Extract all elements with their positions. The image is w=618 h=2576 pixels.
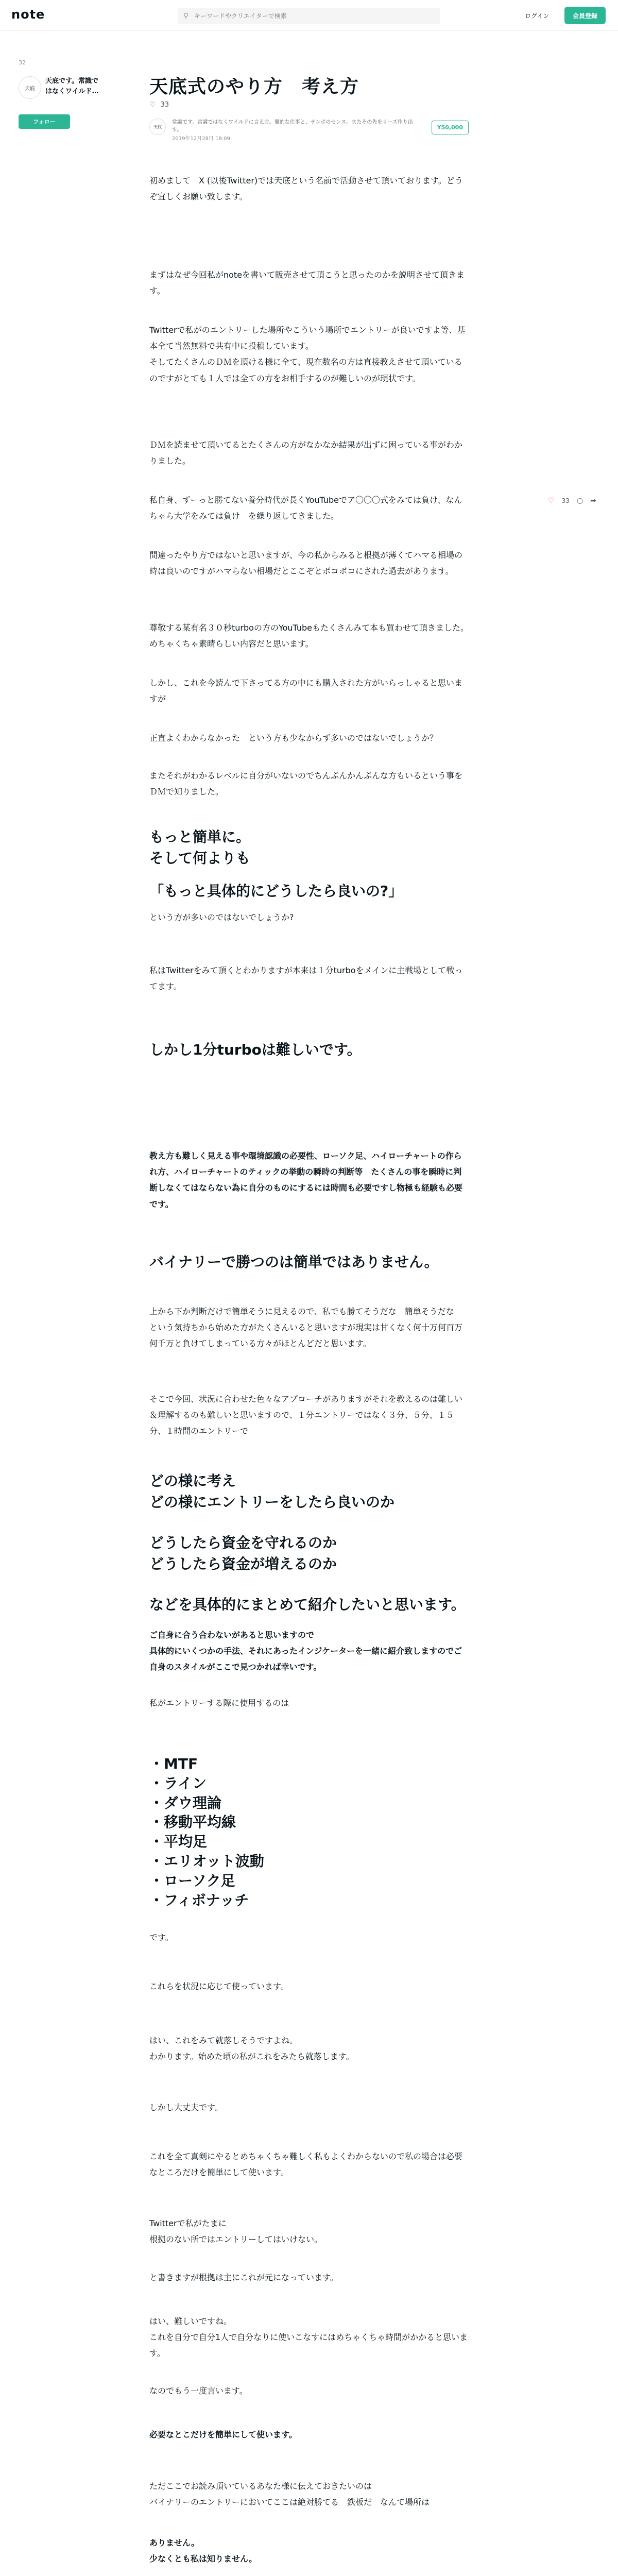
heading-turbo: しかし1分turboは難しいです。: [149, 1041, 362, 1058]
paragraph-1: 初めまして X (以後Twitter)では天底という名前で活動させて頂いております。どうぞ宜しくお願い致します。: [149, 176, 463, 202]
follow-label: フォロー: [33, 118, 56, 125]
paragraph-25: はい、難しいですね。 これを自分で自分1人で自分なりに使いこなすにはめちゃくちゃ時間がかかると思います。: [149, 2316, 468, 2359]
heart-icon[interactable]: ♡: [149, 101, 156, 109]
paragraph-28: ただここでお読み頂いているあなた様に伝えておきたいのは バイナリーのエントリーにおいてここは絶対勝てる 鉄板だ なんて場所は: [149, 2481, 430, 2507]
heading-funds: どうしたら資金を守れるのか どうしたら資金が増えるのか: [149, 1534, 337, 1572]
top-header: [0, 0, 618, 31]
search-icon: ⚲: [183, 12, 189, 20]
paragraph-23: Twitterで私がたまに 根拠のない所ではエントリーしてはいけない。: [149, 2218, 323, 2245]
publish-date: 2019年12月28日 18:09: [172, 136, 230, 142]
like-count: 33: [160, 101, 169, 109]
paragraph-22: これを全て真剣にやるとめちゃくちゃ難しく私もよくわからないので私の場合は必要なところだけを簡単にして使います。: [149, 2151, 463, 2178]
paragraph-15: そこで今回、状況に合わせた色々なアプローチがありますがそれを教えるのは難しい＆理解するのも難しいと思いますので、１分エントリーではなく３分、５分、１５分、１時間のエントリーで: [149, 1394, 463, 1436]
paragraph-18: です。: [149, 1933, 174, 1942]
likes-row: [149, 101, 169, 109]
heading-introduce: などを具体的にまとめて紹介したいと思います。: [149, 1596, 466, 1613]
search-bar[interactable]: [178, 8, 440, 24]
paragraph-3: Twitterで私がのエントリーした場所やこういう場所でエントリーが良いですよ等、基本全て当然無料で共有中に投稿しています。 そしてたくさんのＤＭを頂ける様に全て、現在数名の方は直接教えさせて頂いているのですがとても１人では全ての方をお相手するのが難しいのが現状です。: [149, 325, 466, 383]
paragraph-2: まずはなぜ今回私がnoteを書いて販売させて頂こうと思ったのかを説明させて頂きます。: [149, 270, 465, 296]
article-title: 天底式のやり方 考え方: [149, 76, 359, 97]
paragraph-7: 尊敬する某有名３０秒turboの方のYouTubeもたくさんみて本も買わせて頂きました。 めちゃくちゃ素晴らしい内容だと思います。: [149, 623, 469, 649]
paragraph-24: と書きますが根拠は主にこれが元になっています。: [149, 2273, 338, 2282]
float-like-count: 33: [561, 497, 570, 504]
author-box: [149, 118, 469, 143]
paragraph-13: 教え方も難しく見える事や環境認識の必要性、ローソク足、ハイローチャートの作られ方、ハイローチャートのティックの挙動の瞬時の判断等 たくさんの事を瞬時に判断しなくてはならない為に自分のものにするには時間も必要ですし物極も経験も必要です。: [149, 1151, 463, 1209]
floating-actions: [548, 497, 596, 505]
price-button[interactable]: ¥50,000: [432, 121, 469, 134]
paragraph-17: 私がエントリーする際に使用するのは: [149, 1698, 289, 1708]
paragraph-21: しかし大丈夫です。: [149, 2103, 223, 2112]
heading-how: どの様に考え どの様にエントリーをしたら良いのか: [149, 1472, 395, 1511]
float-heart-icon[interactable]: ♡: [548, 497, 555, 505]
heading-binary: バイナリーで勝つのは簡単ではありません。: [149, 1253, 439, 1270]
paragraph-12: 私はTwitterをみて頂くとわかりますが本来は１分turboをメインに主戦場として戦ってます。: [149, 965, 463, 992]
paragraph-9: 正直よくわからなかった という方も少なからず多いのではないでしょうか？: [149, 733, 438, 743]
author-description: 常識です。常識ではなくワイルドに言え方。徹的な仕事と、テンポのセンス。またその先をリーズ作り出す。: [172, 120, 413, 133]
creator-card[interactable]: [19, 76, 101, 99]
comment-icon[interactable]: ○: [576, 497, 583, 505]
creator-name[interactable]: 天底です。常識ではなくワイルド…: [45, 77, 99, 95]
note-logo[interactable]: note: [11, 7, 45, 22]
login-button[interactable]: ログイン: [525, 12, 550, 20]
sidebar-label: 32: [19, 59, 26, 66]
paragraph-8: しかし、これを今読んで下さってる方の中にも購入された方がいらっしゃると思いますが: [149, 678, 463, 704]
paragraph-5: 私自身、ずーっと勝てない養分時代が長くYouTubeでア〇〇〇式をみては負け、なんちゃら大学をみては負け を繰り返してきました。: [149, 495, 462, 521]
signup-button[interactable]: 会員登録: [564, 7, 606, 24]
paragraph-27: 必要なとこだけを簡単にして使います。: [149, 2430, 297, 2439]
paragraph-16: ご自身に合う合わないがあると思いますので 具体的にいくつかの手法、それにあったインジケーターを一緒に紹介致しますのでご自身のスタイルがここで見つかれば幸いです。: [149, 1630, 462, 1672]
search-input[interactable]: [194, 12, 436, 20]
indicator-list: ・MTF ・ライン ・ダウ理論 ・移動平均線 ・平均足 ・エリオット波動 ・ローソク足 ・フィボナッチ: [149, 1755, 264, 1909]
paragraph-19: これらを状況に応じて使っています。: [149, 1981, 289, 1991]
paragraph-29: ありません。 少なくとも私は知りません。: [149, 2538, 257, 2564]
paragraph-6: 間違ったやり方ではないと思いますが、今の私からみると根拠が薄くてハマる相場の時は良いのですがハマらない相場だとここぞとボコボコにされた過去があります。: [149, 550, 463, 577]
heading-easy: もっと簡単に。 そして何よりも: [149, 828, 251, 867]
paragraph-14: 上から下か判断だけで簡単そうに見えるので、私でも勝てそうだな 簡単そうだな という気持ちから始めた方がたくさんいると思いますが現実は甘くなく何十万何百万何千万と負けてしまっている方々がほとんどだと思います。: [149, 1307, 463, 1349]
paragraph-11: という方が多いのではないでしょうか?: [149, 912, 294, 922]
paragraph-4: ＤＭを読ませて頂いてるとたくさんの方がなかなか結果が出ずに困っている事がわかりました。: [149, 440, 463, 466]
author-avatar[interactable]: 天底: [149, 118, 166, 135]
heading-specific: 「もっと具体的にどうしたら良いの?」: [149, 883, 403, 900]
paragraph-26: なのでもう一度言います。: [149, 2386, 248, 2396]
paragraph-10: またそれがわかるレベルに自分がいないのでちんぷんかんぷんな方もいるという事をＤＭで知りました。: [149, 771, 463, 797]
paragraph-20: はい、これをみて就落しそうですよね。 わかります。始めた頃の私がこれをみたら就落します。: [149, 2036, 354, 2062]
share-icon[interactable]: ➦: [590, 497, 596, 505]
follow-button[interactable]: [19, 114, 70, 129]
creator-avatar[interactable]: 天底: [19, 76, 41, 99]
